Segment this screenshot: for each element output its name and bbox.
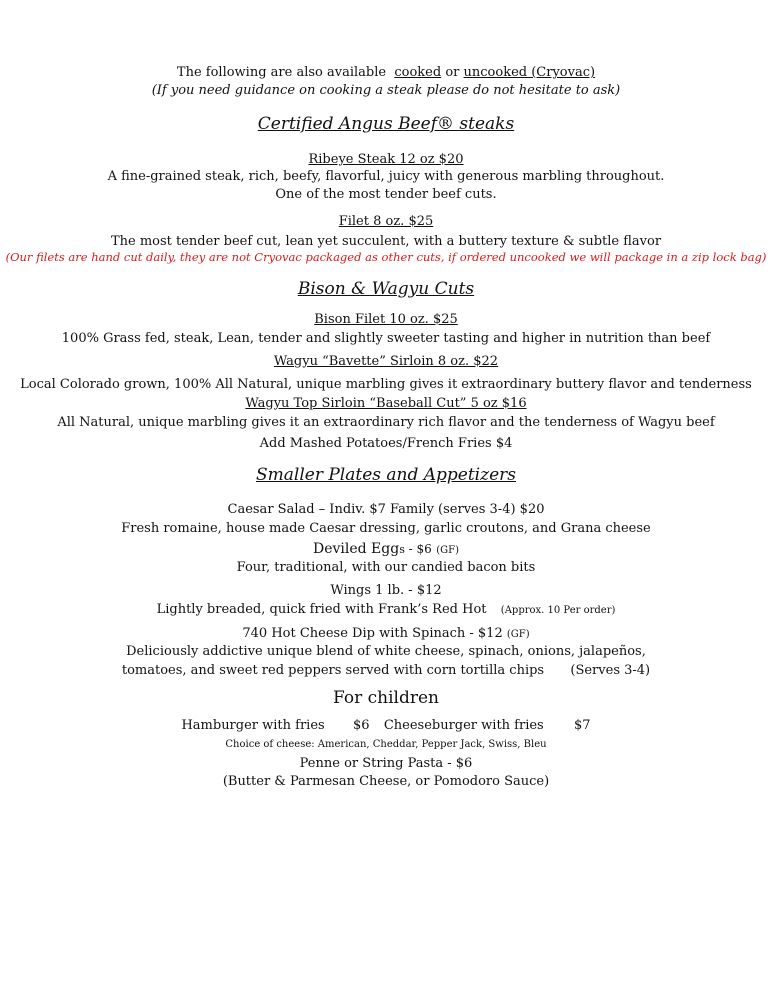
addon-sides: Add Mashed Potatoes/French Fries $4 bbox=[259, 436, 513, 451]
wings-note: (Approx. 10 Per order) bbox=[500, 605, 616, 616]
intro-cooked: cooked bbox=[394, 65, 442, 80]
dip-title-line bbox=[0, 627, 772, 642]
wings-desc: Lightly breaded, quick fried with Frank’s Red Hot bbox=[156, 602, 487, 617]
eggs-price: - $6 bbox=[404, 542, 432, 556]
eggs-main: Deviled Egg bbox=[312, 541, 400, 557]
cheese-choice: Choice of cheese: American, Cheddar, Pepper Jack, Swiss, Bleu bbox=[225, 739, 547, 750]
cheeseburger-label: Cheeseburger with fries bbox=[383, 718, 544, 733]
ribeye-desc-2: One of the most tender beef cuts. bbox=[275, 187, 497, 202]
ribeye-title: Ribeye Steak 12 oz $20 bbox=[308, 152, 464, 167]
appetizers-heading: Smaller Plates and Appetizers bbox=[255, 465, 516, 485]
filet-desc: The most tender beef cut, lean yet succulent, with a buttery texture & subtle flavor bbox=[110, 234, 662, 249]
burgers-line bbox=[0, 719, 772, 734]
dip-title: 740 Hot Cheese Dip with Spinach - $12 bbox=[242, 626, 503, 641]
caesar-desc: Fresh romaine, house made Caesar dressing, garlic croutons, and Grana cheese bbox=[121, 521, 651, 536]
ribeye-desc-1: A fine-grained steak, rich, beefy, flavorful, juicy with generous marbling throughout. bbox=[107, 169, 665, 184]
filet-title: Filet 8 oz. $25 bbox=[338, 214, 434, 229]
eggs-desc: Four, traditional, with our candied bacon bits bbox=[236, 560, 536, 575]
cheeseburger-price: $7 bbox=[574, 718, 591, 733]
dip-gf: (GF) bbox=[506, 629, 530, 640]
topsirloin-title: Wagyu Top Sirloin “Baseball Cut” 5 oz $16 bbox=[245, 396, 527, 411]
bavette-title: Wagyu “Bavette” Sirloin 8 oz. $22 bbox=[273, 354, 499, 369]
intro-or: or bbox=[445, 65, 460, 80]
intro-uncooked: uncooked (Cryovac) bbox=[463, 65, 596, 80]
caesar-title: Caesar Salad – Indiv. $7 Family (serves 3-4) $20 bbox=[227, 502, 545, 517]
pasta-desc: (Butter & Parmesan Cheese, or Pomodoro Sauce) bbox=[222, 774, 550, 789]
bison-title: Bison Filet 10 oz. $25 bbox=[314, 312, 458, 327]
children-heading: For children bbox=[333, 688, 439, 708]
wings-title: Wings 1 lb. - $12 bbox=[330, 583, 442, 598]
topsirloin-desc: All Natural, unique marbling gives it an extraordinary rich flavor and the tenderness of Wagyu beef bbox=[57, 415, 715, 430]
wings-line bbox=[0, 603, 772, 618]
bison-heading: Bison & Wagyu Cuts bbox=[297, 279, 475, 299]
hamburger-price: $6 bbox=[352, 718, 370, 733]
eggs-gf: (GF) bbox=[436, 545, 459, 556]
intro-guidance: (If you need guidance on cooking a steak please do not hesitate to ask) bbox=[151, 83, 621, 98]
hamburger-label: Hamburger with fries bbox=[181, 718, 325, 733]
dip-desc-1: Deliciously addictive unique blend of white cheese, spinach, onions, jalapeños, bbox=[126, 644, 646, 659]
intro-prefix: The following are also available bbox=[176, 65, 387, 80]
dip-desc-2-line bbox=[0, 664, 772, 679]
angus-heading: Certified Angus Beef® steaks bbox=[257, 114, 515, 134]
dip-serves: (Serves 3-4) bbox=[570, 663, 651, 678]
pasta-title: Penne or String Pasta - $6 bbox=[299, 756, 473, 771]
eggs-title bbox=[0, 541, 772, 557]
bavette-desc: Local Colorado grown, 100% All Natural, unique marbling gives it extraordinary buttery flavor and tenderness bbox=[20, 377, 752, 392]
eggs-suffix: s bbox=[399, 543, 405, 556]
dip-desc-2: tomatoes, and sweet red peppers served with corn tortilla chips bbox=[121, 663, 545, 678]
intro-line bbox=[0, 66, 772, 81]
filet-note: (Our filets are hand cut daily, they are not Cryovac packaged as other cuts, if ordered uncooked we will package in a zip lock bag) bbox=[5, 250, 767, 264]
bison-desc: 100% Grass fed, steak, Lean, tender and slightly sweeter tasting and higher in nutrition than beef bbox=[61, 331, 711, 346]
